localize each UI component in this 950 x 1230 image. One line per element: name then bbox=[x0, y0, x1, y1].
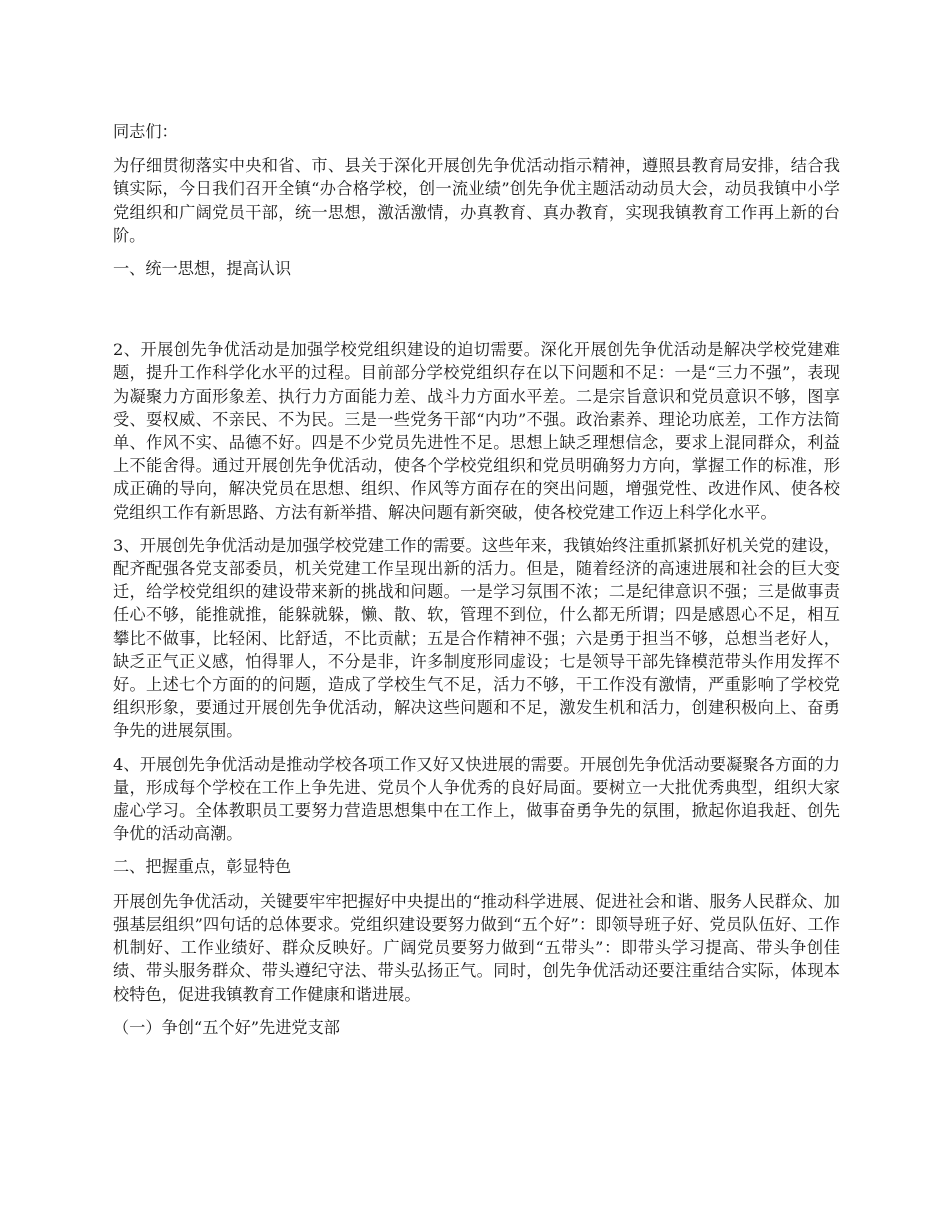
section-1-heading: 一、统一思想，提高认识 bbox=[113, 259, 292, 279]
document-body bbox=[113, 120, 840, 1050]
paragraph-4: 4、开展创先争优活动是推动学校各项工作又好又快进展的需要。开展创先争优活动要凝聚各方面的力量，形成每个学校在工作上争先进、党员个人争优秀的良好局面。要树立一大批优秀典型，组织大家虚心学习。全体教职员工要努力营造思想集中在工作上，做事奋勇争先的氛围，掀起你追我赶、创先争优的活动高潮。 bbox=[113, 754, 840, 844]
paragraph-2: 2、开展创先争优活动是加强学校党组织建设的迫切需要。深化开展创先争优活动是解决学校党建难题，提升工作科学化水平的过程。目前部分学校党组织存在以下问题和不足：一是“三力不强”，表现为凝聚力方面形象差、执行力方面能力差、战斗力方面水平差。二是宗旨意识和党员意识不够，图享受、耍权威、不亲民、不为民。三是一些党务干部“内功”不强。政治素养、理论功底差，工作方法简单、作风不实、品德不好。四是不少党员先进性不足。思想上缺乏理想信念，要求上混同群众，利益上不能舍得。通过开展创先争优活动，使各个学校党组织和党员明确努力方向，掌握工作的标准，形成正确的导向，解决党员在思想、组织、作风等方面存在的突出问题，增强党性、改进作风、使各校党组织工作有新思路、方法有新举措、解决问题有新突破，使各校党建工作迈上科学化水平。 bbox=[113, 340, 840, 522]
intro-paragraph: 为仔细贯彻落实中央和省、市、县关于深化开展创先争优活动指示精神，遵照县教育局安排，结合我镇实际，今日我们召开全镇“办合格学校，创一流业绩”创先争优主题活动动员大会，动员我镇中小学党组织和广阔党员干部，统一思想，激活激情，办真教育、真办教育，实现我镇教育工作再上新的台阶。 bbox=[113, 156, 840, 245]
paragraph-3: 3、开展创先争优活动是加强学校党建工作的需要。这些年来，我镇始终注重抓紧抓好机关党的建设，配齐配强各党支部委员，机关党建工作呈现出新的活力。但是，随着经济的高速进展和社会的巨大变迁，给学校党组织的建设带来新的挑战和问题。一是学习氛围不浓；二是纪律意识不强；三是做事责任心不够，能推就推，能躲就躲，懒、散、软，管理不到位，什么都无所谓；四是感恩心不足，相互攀比不做事，比轻闲、比舒适，不比贡献；五是合作精神不强；六是勇于担当不够，总想当老好人，缺乏正气正义感，怕得罪人，不分是非，许多制度形同虚设；七是领导干部先锋模范带头作用发挥不好。上述七个方面的的问题，造成了学校生气不足，活力不够，干工作没有激情，严重影响了学校党组织形象，要通过开展创先争优活动，解决这些问题和不足，激发生机和活力，创建积极向上、奋勇争先的进展氛围。 bbox=[113, 535, 840, 741]
section-2-heading: 二、把握重点，彰显特色 bbox=[113, 857, 292, 877]
blank-gap bbox=[113, 291, 840, 338]
subsection-1-heading: （一）争创“五个好”先进党支部 bbox=[113, 1017, 340, 1037]
paragraph-5: 开展创先争优活动，关键要牢牢把握好中央提出的“推动科学进展、促进社会和谐、服务人民群众、加强基层组织”四句话的总体要求。党组织建设要努力做到“五个好”：即领导班子好、党员队伍好、工作机制好、工作业绩好、群众反映好。广阔党员要努力做到“五带头”：即带头学习提高、带头争创佳绩、带头服务群众、带头遵纪守法、带头弘扬正气。同时，创先争优活动还要注重结合实际，体现本校特色，促进我镇教育工作健康和谐进展。 bbox=[113, 891, 840, 1004]
salutation: 同志们： bbox=[113, 122, 178, 141]
